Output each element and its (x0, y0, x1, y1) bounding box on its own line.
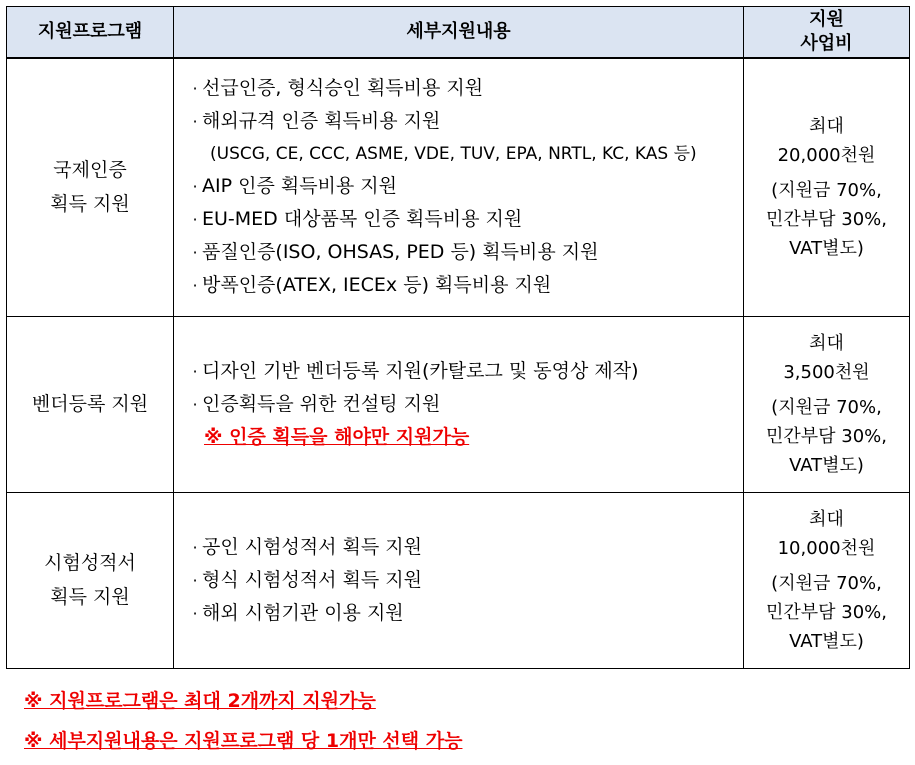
bullet-icon: · (192, 537, 198, 557)
cost-max-label: 최대 (809, 332, 844, 354)
cost-ratio-line: 민간부담 30%, (765, 208, 887, 230)
support-program-table (6, 6, 910, 669)
details-cell (174, 492, 744, 668)
list-item: · 품질인증(ISO, OHSAS, PED 등) 획득비용 지원 (188, 236, 743, 269)
table-row-test-report (7, 492, 910, 668)
cost-ratio-line: 민간부담 30%, (765, 425, 887, 447)
table-row-international-cert (7, 58, 910, 316)
cost-ratio-line: (지원금 70%, (771, 396, 882, 418)
cost-amount: 20,000천원 (777, 144, 876, 166)
cost-max-label: 최대 (809, 508, 844, 530)
header-details: 세부지원내용 (174, 7, 744, 59)
warning-note: ※ 인증 획득을 해야만 지원가능 (204, 425, 470, 448)
list-item: · 인증획득을 위한 컨설팅 지원 (188, 388, 743, 421)
footnote-max-programs: ※ 지원프로그램은 최대 2개까지 지원가능 (24, 690, 376, 712)
program-line: 획득 지원 (50, 586, 130, 608)
list-sub-note: (USCG, CE, CCC, ASME, VDE, TUV, EPA, NRTL, KC, KAS 등) (210, 144, 697, 165)
bullet-icon: · (192, 361, 198, 381)
list-item: · 해외규격 인증 획득비용 지원 (188, 105, 743, 138)
bullet-icon: · (192, 112, 198, 132)
bullet-icon: · (192, 243, 198, 263)
cost-max-label: 최대 (809, 115, 844, 137)
header-cost (744, 7, 910, 59)
list-item: · 선급인증, 형식승인 획득비용 지원 (188, 72, 743, 105)
details-cell (174, 316, 744, 492)
bullet-icon: · (192, 210, 198, 230)
list-item: · 형식 시험성적서 획득 지원 (188, 564, 743, 597)
detail-list (188, 355, 743, 454)
bullet-icon: · (192, 603, 198, 623)
cost-ratio-line: 민간부담 30%, (765, 601, 887, 623)
table-header-row (7, 7, 910, 59)
header-cost-line1: 지원 (809, 9, 844, 30)
bullet-icon: · (192, 79, 198, 99)
cost-ratio-line: (지원금 70%, (771, 572, 882, 594)
bullet-icon: · (192, 276, 198, 296)
footnote-one-per-program: ※ 세부지원내용은 지원프로그램 당 1개만 선택 가능 (24, 730, 463, 752)
cost-cell (744, 316, 910, 492)
program-line: 국제인증 (53, 159, 127, 182)
list-item: · 해외 시험기관 이용 지원 (188, 597, 743, 630)
header-cost-line2: 사업비 (800, 33, 853, 54)
program-cell (7, 492, 174, 668)
table-row-vendor-registration (7, 316, 910, 492)
program-cell (7, 316, 174, 492)
details-cell (174, 58, 744, 316)
cost-ratio-line: VAT별도) (789, 630, 864, 652)
cost-amount: 3,500천원 (783, 361, 870, 383)
program-line: 시험성적서 (44, 552, 136, 574)
bullet-icon: · (192, 570, 198, 590)
program-line: 획득 지원 (50, 193, 130, 216)
header-program: 지원프로그램 (7, 7, 174, 59)
program-cell (7, 58, 174, 316)
cost-amount: 10,000천원 (777, 537, 876, 559)
cost-ratio-line: (지원금 70%, (771, 179, 882, 201)
list-item: · 디자인 기반 벤더등록 지원(카탈로그 및 동영상 제작) (188, 355, 743, 388)
list-item: · 방폭인증(ATEX, IECEx 등) 획득비용 지원 (188, 269, 743, 302)
list-item: · 공인 시험성적서 획득 지원 (188, 531, 743, 564)
list-item: · EU-MED 대상품목 인증 획득비용 지원 (188, 203, 743, 236)
cost-cell (744, 492, 910, 668)
detail-list (188, 72, 743, 302)
cost-ratio-line: VAT별도) (789, 454, 864, 476)
list-item: · AIP 인증 획득비용 지원 (188, 170, 743, 203)
program-line: 벤더등록 지원 (31, 393, 149, 415)
bullet-icon: · (192, 394, 198, 414)
cost-ratio-line: VAT별도) (789, 237, 864, 259)
bullet-icon: · (192, 177, 198, 197)
detail-list (188, 531, 743, 630)
cost-cell (744, 58, 910, 316)
